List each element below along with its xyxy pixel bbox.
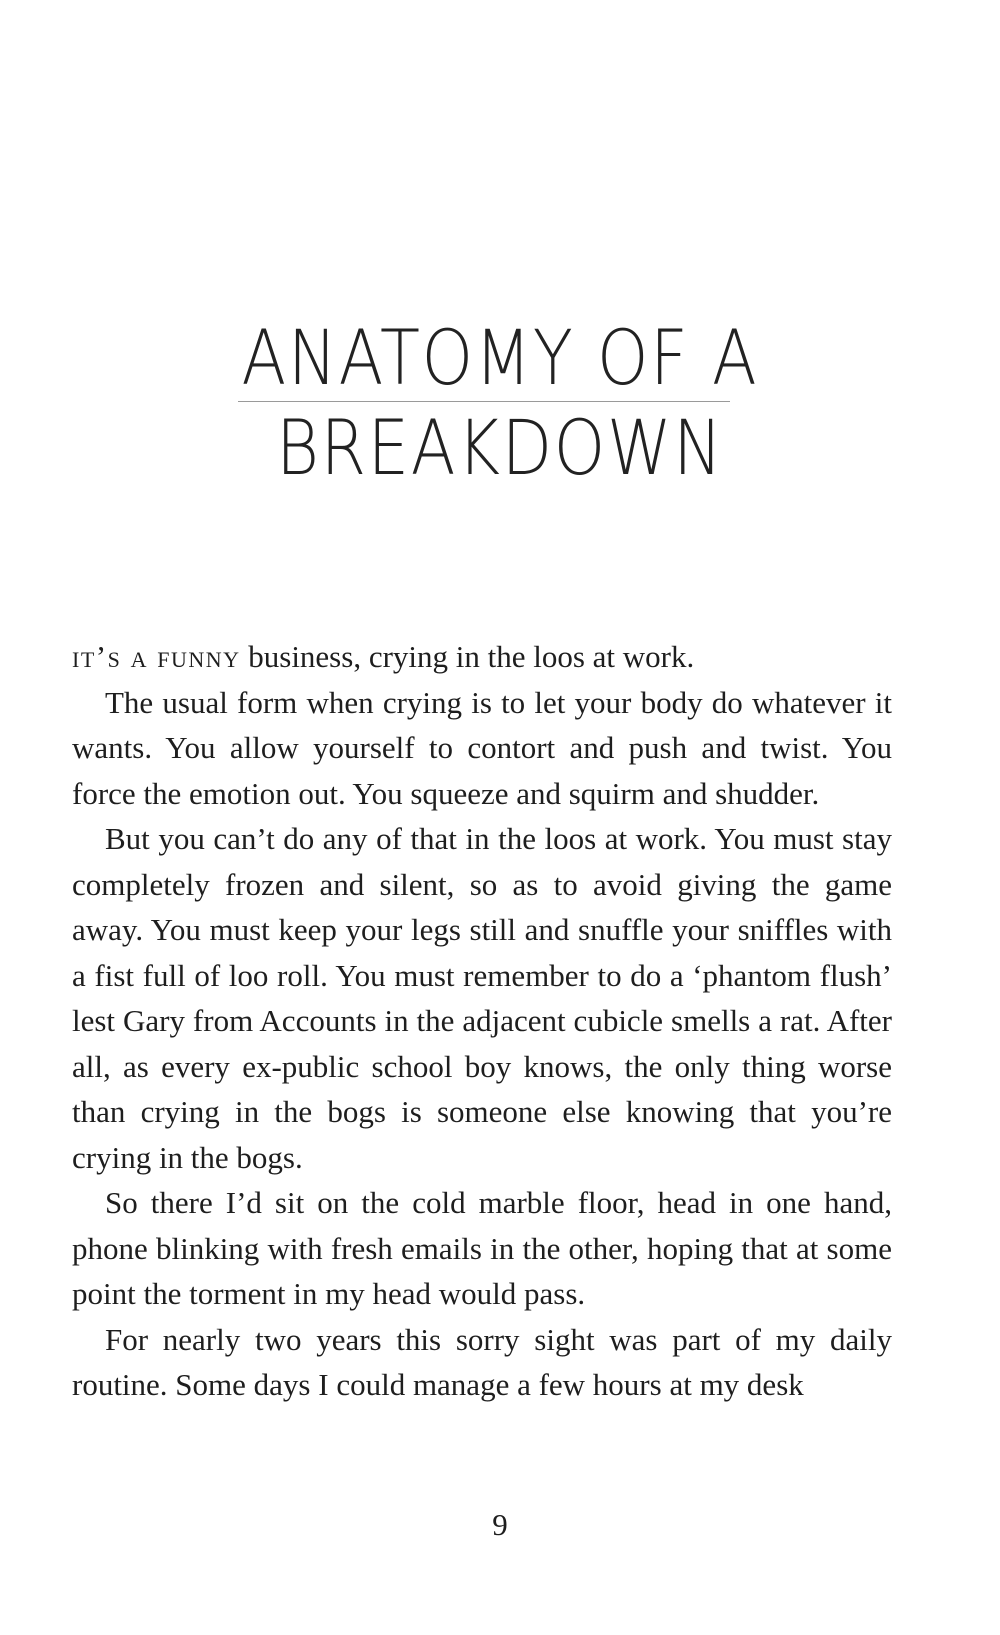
paragraph-1-text: business, crying in the loos at work.	[240, 639, 695, 674]
title-divider	[238, 401, 730, 402]
opening-smallcaps: it’s a funny	[72, 639, 241, 674]
paragraph-3: But you can’t do any of that in the loos at work. You must stay completely frozen and silent, so as to avoid giving the game away. You must keep your legs still and snuffle your sniffles with a fist full of loo roll. You must remember to do a ‘phantom flush’ lest Gary from Accounts in the adjacent cubicle smells a rat. After all, as every ex-public school boy knows, the only thing worse than crying in the bogs is someone else knowing that you’re crying in the bogs.	[72, 821, 892, 1175]
page-number: 9	[492, 1507, 508, 1542]
paragraph-1	[72, 634, 892, 680]
chapter-title: ANATOMY OF A BREAKDOWN	[241, 312, 759, 492]
paragraph-5: For nearly two years this sorry sight was part of my daily routine. Some days I could manage a few hours at my desk	[72, 1321, 892, 1402]
paragraph-4: So there I’d sit on the cold marble floor, head in one hand, phone blinking with fresh emails in the other, hoping that at some point the torment in my head would pass.	[72, 1185, 892, 1311]
chapter-body	[72, 634, 892, 1408]
paragraph-2: The usual form when crying is to let your body do whatever it wants. You allow yourself to contort and push and twist. You force the emotion out. You squeeze and squirm and shudder.	[72, 684, 892, 811]
